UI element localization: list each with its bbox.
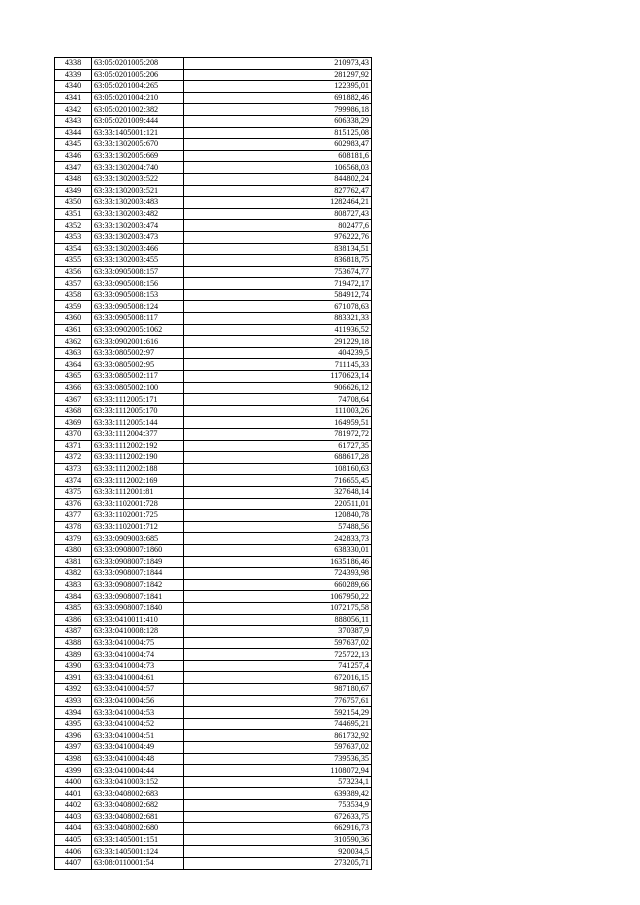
row-number: 4348: [55, 173, 92, 185]
row-number: 4341: [55, 92, 92, 104]
table-row: [55, 649, 372, 661]
value-cell: 602983,47: [184, 139, 372, 151]
cadastral-number: 63:33:0408002:680: [92, 823, 184, 835]
row-number: 4397: [55, 742, 92, 754]
data-table: [54, 57, 372, 870]
cadastral-number: 63:33:1112002:192: [92, 440, 184, 452]
cadastral-number: 63:33:1112004:377: [92, 429, 184, 441]
cadastral-number: 63:33:0410004:44: [92, 765, 184, 777]
row-number: 4379: [55, 533, 92, 545]
cadastral-number: 63:33:0410008:128: [92, 626, 184, 638]
table-row: [55, 475, 372, 487]
cadastral-number: 63:33:1302004:740: [92, 162, 184, 174]
cadastral-number: 63:33:0410004:48: [92, 753, 184, 765]
value-cell: 815125,08: [184, 127, 372, 139]
value-cell: 662916,73: [184, 823, 372, 835]
row-number: 4387: [55, 626, 92, 638]
cadastral-number: 63:33:0908007:1860: [92, 544, 184, 556]
cadastral-number: 63:33:0410003:152: [92, 776, 184, 788]
value-cell: 327648,14: [184, 486, 372, 498]
cadastral-number: 63:33:0905008:157: [92, 266, 184, 278]
row-number: 4347: [55, 162, 92, 174]
value-cell: 744695,21: [184, 718, 372, 730]
row-number: 4356: [55, 266, 92, 278]
value-cell: 1072175,58: [184, 602, 372, 614]
value-cell: 976222,76: [184, 231, 372, 243]
table-row: [55, 834, 372, 846]
value-cell: 719472,17: [184, 278, 372, 290]
row-number: 4378: [55, 521, 92, 533]
value-cell: 584912,74: [184, 289, 372, 301]
value-cell: 1635186,46: [184, 556, 372, 568]
table-row: [55, 486, 372, 498]
value-cell: 844802,24: [184, 173, 372, 185]
value-cell: 672016,15: [184, 672, 372, 684]
row-number: 4358: [55, 289, 92, 301]
cadastral-number: 63:33:0410004:57: [92, 684, 184, 696]
value-cell: 753534,9: [184, 800, 372, 812]
table-row: [55, 591, 372, 603]
value-cell: 310590,36: [184, 834, 372, 846]
table-row: [55, 544, 372, 556]
table-row: [55, 127, 372, 139]
table-row: [55, 394, 372, 406]
cadastral-number: 63:33:0410004:74: [92, 649, 184, 661]
row-number: 4370: [55, 429, 92, 441]
cadastral-number: 63:33:0805002:117: [92, 371, 184, 383]
value-cell: 861732,92: [184, 730, 372, 742]
cadastral-number: 63:33:1102001:728: [92, 498, 184, 510]
table-row: [55, 359, 372, 371]
row-number: 4393: [55, 695, 92, 707]
cadastral-number: 63:33:0410004:53: [92, 707, 184, 719]
row-number: 4388: [55, 637, 92, 649]
table-row: [55, 405, 372, 417]
row-number: 4351: [55, 208, 92, 220]
value-cell: 688617,28: [184, 452, 372, 464]
table-row: [55, 602, 372, 614]
table-row: [55, 718, 372, 730]
row-number: 4395: [55, 718, 92, 730]
cadastral-number: 63:33:1112002:188: [92, 463, 184, 475]
value-cell: 597637,02: [184, 637, 372, 649]
row-number: 4343: [55, 115, 92, 127]
row-number: 4369: [55, 417, 92, 429]
table-row: [55, 417, 372, 429]
table-row: [55, 579, 372, 591]
row-number: 4381: [55, 556, 92, 568]
value-cell: 273205,71: [184, 857, 372, 869]
value-cell: 61727,35: [184, 440, 372, 452]
cadastral-number: 63:33:0905008:156: [92, 278, 184, 290]
row-number: 4383: [55, 579, 92, 591]
row-number: 4338: [55, 58, 92, 70]
cadastral-number: 63:33:0410004:56: [92, 695, 184, 707]
cadastral-number: 63:05:0201009:444: [92, 115, 184, 127]
table-row: [55, 220, 372, 232]
row-number: 4367: [55, 394, 92, 406]
table-row: [55, 521, 372, 533]
cadastral-number: 63:05:0201002:382: [92, 104, 184, 116]
table-row: [55, 707, 372, 719]
table-row: [55, 823, 372, 835]
value-cell: 741257,4: [184, 660, 372, 672]
table-row: [55, 336, 372, 348]
row-number: 4405: [55, 834, 92, 846]
row-number: 4386: [55, 614, 92, 626]
value-cell: 672633,75: [184, 811, 372, 823]
cadastral-number: 63:33:0902001:616: [92, 336, 184, 348]
cadastral-number: 63:05:0201004:265: [92, 81, 184, 93]
cadastral-number: 63:33:1405001:121: [92, 127, 184, 139]
value-cell: 776757,61: [184, 695, 372, 707]
value-cell: 987180,67: [184, 684, 372, 696]
value-cell: 781972,72: [184, 429, 372, 441]
cadastral-number: 63:33:1302005:669: [92, 150, 184, 162]
cadastral-number: 63:33:0410004:73: [92, 660, 184, 672]
table-row: [55, 672, 372, 684]
table-row: [55, 231, 372, 243]
table-row: [55, 266, 372, 278]
row-number: 4384: [55, 591, 92, 603]
value-cell: 724393,98: [184, 568, 372, 580]
table-row: [55, 684, 372, 696]
row-number: 4363: [55, 347, 92, 359]
value-cell: 597637,02: [184, 742, 372, 754]
row-number: 4373: [55, 463, 92, 475]
table-row: [55, 568, 372, 580]
value-cell: 106568,03: [184, 162, 372, 174]
value-cell: 108160,63: [184, 463, 372, 475]
value-cell: 608181,6: [184, 150, 372, 162]
row-number: 4339: [55, 69, 92, 81]
row-number: 4406: [55, 846, 92, 858]
row-number: 4396: [55, 730, 92, 742]
value-cell: 210973,43: [184, 58, 372, 70]
value-cell: 739536,35: [184, 753, 372, 765]
row-number: 4364: [55, 359, 92, 371]
row-number: 4366: [55, 382, 92, 394]
row-number: 4355: [55, 255, 92, 267]
cadastral-number: 63:33:0410004:51: [92, 730, 184, 742]
row-number: 4360: [55, 313, 92, 325]
row-number: 4382: [55, 568, 92, 580]
cadastral-number: 63:33:0905008:124: [92, 301, 184, 313]
cadastral-number: 63:33:0905008:117: [92, 313, 184, 325]
row-number: 4350: [55, 197, 92, 209]
table-row: [55, 278, 372, 290]
table-row: [55, 115, 372, 127]
table-row: [55, 811, 372, 823]
value-cell: 411936,52: [184, 324, 372, 336]
cadastral-number: 63:33:1405001:151: [92, 834, 184, 846]
row-number: 4385: [55, 602, 92, 614]
table-row: [55, 765, 372, 777]
value-cell: 691882,46: [184, 92, 372, 104]
value-cell: 122395,01: [184, 81, 372, 93]
value-cell: 836818,75: [184, 255, 372, 267]
table-row: [55, 533, 372, 545]
table-row: [55, 185, 372, 197]
cadastral-number: 63:33:0902005:1062: [92, 324, 184, 336]
value-cell: 370387,9: [184, 626, 372, 638]
table-row: [55, 800, 372, 812]
cadastral-number: 63:33:0905008:153: [92, 289, 184, 301]
value-cell: 220511,01: [184, 498, 372, 510]
cadastral-number: 63:33:1112002:169: [92, 475, 184, 487]
row-number: 4349: [55, 185, 92, 197]
row-number: 4368: [55, 405, 92, 417]
cadastral-number: 63:33:0908007:1842: [92, 579, 184, 591]
table-row: [55, 104, 372, 116]
cadastral-number: 63:05:0201005:206: [92, 69, 184, 81]
value-cell: 671078,63: [184, 301, 372, 313]
table-row: [55, 347, 372, 359]
table-row: [55, 776, 372, 788]
cadastral-number: 63:33:1302003:483: [92, 197, 184, 209]
cadastral-number: 63:33:1302003:455: [92, 255, 184, 267]
table-row: [55, 510, 372, 522]
row-number: 4400: [55, 776, 92, 788]
cadastral-number: 63:33:0909003:685: [92, 533, 184, 545]
cadastral-number: 63:33:0410004:49: [92, 742, 184, 754]
cadastral-number: 63:33:0410004:52: [92, 718, 184, 730]
row-number: 4357: [55, 278, 92, 290]
table-row: [55, 846, 372, 858]
cadastral-number: 63:33:0805002:95: [92, 359, 184, 371]
table-row: [55, 788, 372, 800]
cadastral-number: 63:33:1112005:144: [92, 417, 184, 429]
cadastral-number: 63:33:0410004:61: [92, 672, 184, 684]
cadastral-number: 63:05:0201004:210: [92, 92, 184, 104]
row-number: 4407: [55, 857, 92, 869]
value-cell: 725722,13: [184, 649, 372, 661]
row-number: 4354: [55, 243, 92, 255]
value-cell: 639389,42: [184, 788, 372, 800]
cadastral-number: 63:33:0408002:683: [92, 788, 184, 800]
cadastral-number: 63:33:1302003:521: [92, 185, 184, 197]
value-cell: 404239,5: [184, 347, 372, 359]
row-number: 4403: [55, 811, 92, 823]
value-cell: 592154,29: [184, 707, 372, 719]
table-row: [55, 243, 372, 255]
cadastral-number: 63:33:0908007:1844: [92, 568, 184, 580]
table-row: [55, 289, 372, 301]
value-cell: 1067950,22: [184, 591, 372, 603]
row-number: 4399: [55, 765, 92, 777]
table-row: [55, 382, 372, 394]
table-row: [55, 463, 372, 475]
value-cell: 716655,45: [184, 475, 372, 487]
table-row: [55, 173, 372, 185]
row-number: 4391: [55, 672, 92, 684]
cadastral-number: 63:33:1302003:482: [92, 208, 184, 220]
table-row: [55, 660, 372, 672]
value-cell: 573234,1: [184, 776, 372, 788]
cadastral-number: 63:33:1112001:81: [92, 486, 184, 498]
row-number: 4392: [55, 684, 92, 696]
row-number: 4359: [55, 301, 92, 313]
row-number: 4398: [55, 753, 92, 765]
value-cell: 638330,01: [184, 544, 372, 556]
row-number: 4377: [55, 510, 92, 522]
table-row: [55, 313, 372, 325]
value-cell: 888056,11: [184, 614, 372, 626]
table-row: [55, 208, 372, 220]
table-row: [55, 695, 372, 707]
row-number: 4380: [55, 544, 92, 556]
cadastral-number: 63:33:1102001:712: [92, 521, 184, 533]
row-number: 4390: [55, 660, 92, 672]
cadastral-number: 63:33:0408002:682: [92, 800, 184, 812]
table-row: [55, 81, 372, 93]
value-cell: 111003,26: [184, 405, 372, 417]
table-row: [55, 857, 372, 869]
value-cell: 606338,29: [184, 115, 372, 127]
row-number: 4372: [55, 452, 92, 464]
cadastral-number: 63:05:0201005:208: [92, 58, 184, 70]
value-cell: 291229,18: [184, 336, 372, 348]
cadastral-number: 63:33:0805002:100: [92, 382, 184, 394]
cadastral-number: 63:33:1112005:170: [92, 405, 184, 417]
value-cell: 120840,78: [184, 510, 372, 522]
value-cell: 711145,33: [184, 359, 372, 371]
table-body: [55, 58, 372, 870]
table-row: [55, 626, 372, 638]
row-number: 4374: [55, 475, 92, 487]
row-number: 4375: [55, 486, 92, 498]
table-row: [55, 556, 372, 568]
table-row: [55, 324, 372, 336]
cadastral-number: 63:08:0110001:54: [92, 857, 184, 869]
row-number: 4389: [55, 649, 92, 661]
row-number: 4342: [55, 104, 92, 116]
table-row: [55, 498, 372, 510]
cadastral-number: 63:33:1102001:725: [92, 510, 184, 522]
value-cell: 242833,73: [184, 533, 372, 545]
row-number: 4394: [55, 707, 92, 719]
table-row: [55, 440, 372, 452]
cadastral-number: 63:33:0908007:1841: [92, 591, 184, 603]
cadastral-number: 63:33:1302003:466: [92, 243, 184, 255]
cadastral-number: 63:33:1302005:670: [92, 139, 184, 151]
table-row: [55, 139, 372, 151]
value-cell: 827762,47: [184, 185, 372, 197]
row-number: 4402: [55, 800, 92, 812]
table-row: [55, 452, 372, 464]
value-cell: 920034,5: [184, 846, 372, 858]
table-row: [55, 301, 372, 313]
cadastral-number: 63:33:0410011:410: [92, 614, 184, 626]
cadastral-number: 63:33:0908007:1840: [92, 602, 184, 614]
cadastral-number: 63:33:0408002:681: [92, 811, 184, 823]
row-number: 4352: [55, 220, 92, 232]
row-number: 4344: [55, 127, 92, 139]
cadastral-number: 63:33:0908007:1849: [92, 556, 184, 568]
table-row: [55, 753, 372, 765]
row-number: 4340: [55, 81, 92, 93]
table-row: [55, 614, 372, 626]
value-cell: 753674,77: [184, 266, 372, 278]
row-number: 4361: [55, 324, 92, 336]
value-cell: 660289,66: [184, 579, 372, 591]
row-number: 4371: [55, 440, 92, 452]
value-cell: 906626,12: [184, 382, 372, 394]
table-row: [55, 92, 372, 104]
value-cell: 164959,51: [184, 417, 372, 429]
table-row: [55, 197, 372, 209]
cadastral-number: 63:33:1112002:190: [92, 452, 184, 464]
cadastral-number: 63:33:0410004:75: [92, 637, 184, 649]
table-row: [55, 255, 372, 267]
value-cell: 1108072,94: [184, 765, 372, 777]
table-row: [55, 162, 372, 174]
cadastral-number: 63:33:1302003:522: [92, 173, 184, 185]
table-row: [55, 429, 372, 441]
value-cell: 799986,18: [184, 104, 372, 116]
row-number: 4346: [55, 150, 92, 162]
row-number: 4345: [55, 139, 92, 151]
value-cell: 1170623,14: [184, 371, 372, 383]
value-cell: 883321,33: [184, 313, 372, 325]
value-cell: 74708,64: [184, 394, 372, 406]
row-number: 4353: [55, 231, 92, 243]
value-cell: 802477,6: [184, 220, 372, 232]
table-row: [55, 69, 372, 81]
table-row: [55, 150, 372, 162]
cadastral-number: 63:33:1112005:171: [92, 394, 184, 406]
table-row: [55, 371, 372, 383]
cadastral-number: 63:33:1302003:473: [92, 231, 184, 243]
table-row: [55, 730, 372, 742]
row-number: 4362: [55, 336, 92, 348]
cadastral-number: 63:33:1302003:474: [92, 220, 184, 232]
value-cell: 281297,92: [184, 69, 372, 81]
value-cell: 57488,56: [184, 521, 372, 533]
row-number: 4365: [55, 371, 92, 383]
cadastral-number: 63:33:1405001:124: [92, 846, 184, 858]
value-cell: 838134,51: [184, 243, 372, 255]
row-number: 4376: [55, 498, 92, 510]
row-number: 4401: [55, 788, 92, 800]
value-cell: 1282464,21: [184, 197, 372, 209]
value-cell: 808727,43: [184, 208, 372, 220]
table-row: [55, 58, 372, 70]
table-row: [55, 637, 372, 649]
cadastral-number: 63:33:0805002:97: [92, 347, 184, 359]
table-row: [55, 742, 372, 754]
row-number: 4404: [55, 823, 92, 835]
